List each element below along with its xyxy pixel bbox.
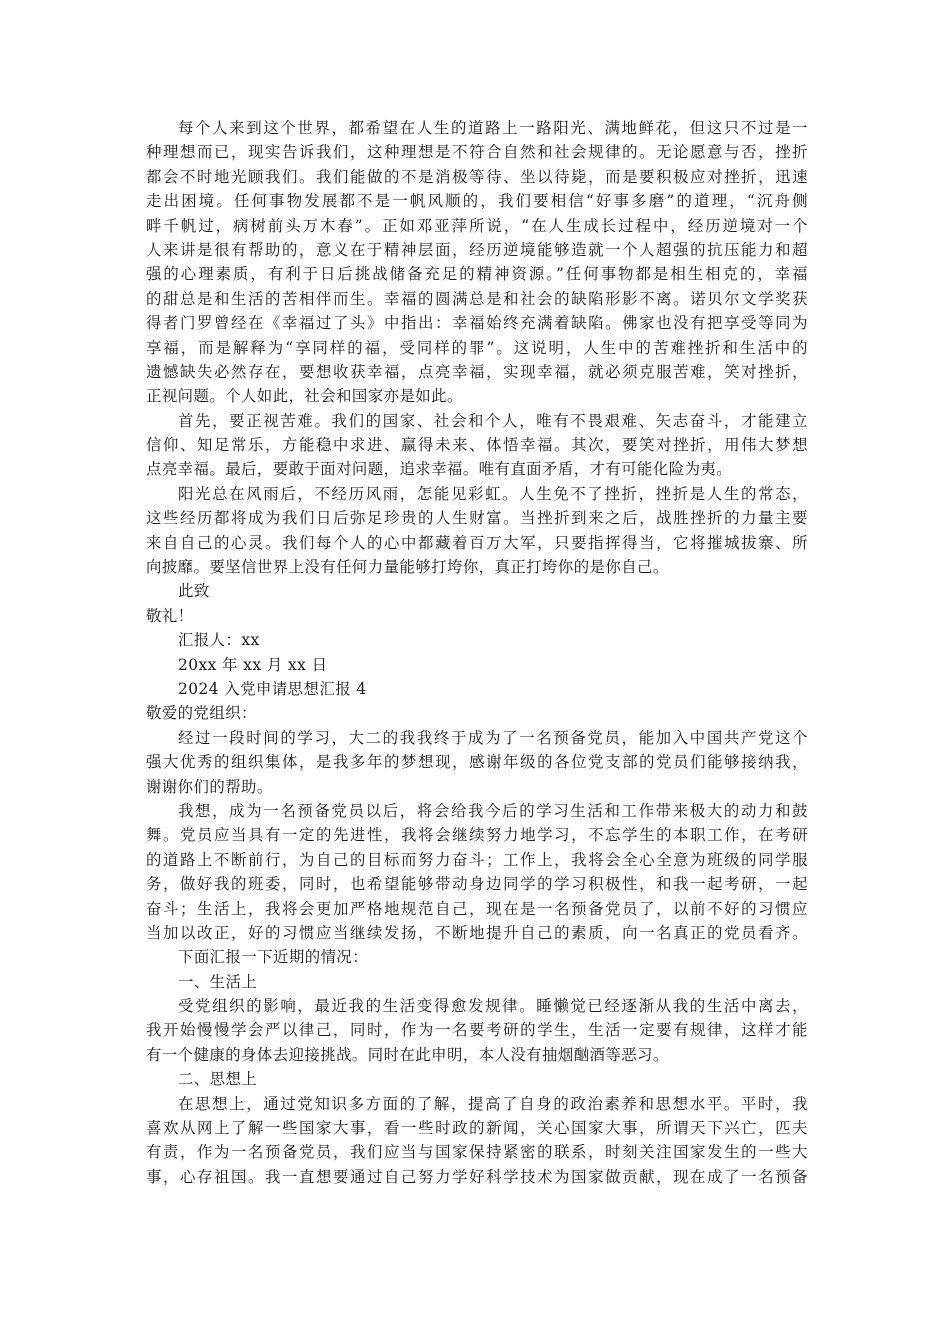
text-line: 阳光总在风雨后，不经历风雨，怎能见彩虹。人生免不了挫折，挫折是人生的常态， bbox=[178, 484, 808, 503]
text-line: 遗憾缺失必然存在，要想收获幸福，点亮幸福，实现幸福，就必须克服苦难，笑对挫折， bbox=[146, 362, 808, 381]
text-line: 20xx 年 xx 月 xx 日 bbox=[178, 655, 328, 674]
text-line: 在思想上，通过党知识多方面的了解，提高了自身的政治素养和思想水平。平时，我 bbox=[178, 1094, 808, 1113]
text-line: 人来讲是很有帮助的，意义在于精神层面，经历逆境能够造就一个人超强的抗压能力和超 bbox=[146, 240, 808, 259]
text-line: 我想，成为一名预备党员以后，将会给我今后的学习生活和工作带来极大的动力和鼓 bbox=[178, 801, 808, 820]
text-line: 来自自己的心灵。我们每个人的心中都藏着百万大军，只要指挥得当，它将摧城拔寨、所 bbox=[146, 533, 808, 552]
text-line: 我开始慢慢学会严以律己，同时，作为一名要考研的学生，生活一定要有规律，这样才能 bbox=[146, 1021, 808, 1040]
text-line: 强的心理素质，有利于日后挑战储备充足的精神资源。”任何事物都是相生相克的，幸福 bbox=[146, 265, 808, 284]
text-line: 二、思想上 bbox=[178, 1070, 258, 1089]
text-line: 下面汇报一下近期的情况： bbox=[178, 948, 369, 967]
text-line: 畔千帆过，病树前头万木春”。正如邓亚萍所说，“在人生成长过程中，经历逆境对一个 bbox=[146, 216, 808, 235]
text-line: 喜欢从网上了解一些国家大事，看一些时政的新闻，关心国家大事，所谓天下兴亡，匹夫 bbox=[146, 1119, 808, 1138]
text-line: 此致 bbox=[178, 582, 210, 601]
text-line: 经过一段时间的学习，大二的我我终于成为了一名预备党员，能加入中国共产党这个 bbox=[178, 728, 808, 747]
text-line: 的道路上不断前行，为自己的目标而努力奋斗；工作上，我将会全心全意为班级的同学服 bbox=[146, 850, 808, 869]
text-line: 汇报人：xx bbox=[178, 631, 260, 650]
text-line: 舞。党员应当具有一定的先进性，我将会继续努力地学习，不忘学生的本职工作，在考研 bbox=[146, 826, 808, 845]
text-line: 正视问题。个人如此，社会和国家亦是如此。 bbox=[146, 387, 463, 406]
text-line: 奋斗；生活上，我将会更加严格地规范自己，现在是一名预备党员了，以前不好的习惯应 bbox=[146, 899, 808, 918]
text-line: 务，做好我的班委，同时，也希望能够带动身边同学的学习积极性，和我一起考研，一起 bbox=[146, 875, 808, 894]
text-line: 敬爱的党组织： bbox=[146, 704, 257, 723]
text-line: 当加以改正，好的习惯应当继续发扬，不断地提升自己的素质，向一名真正的党员看齐。 bbox=[146, 923, 808, 942]
text-line: 的甜总是和生活的苦相伴而生。幸福的圆满总是和社会的缺陷形影不离。诺贝尔文学奖获 bbox=[146, 289, 808, 308]
text-line: 种理想而已，现实告诉我们，这种理想是不符合自然和社会规律的。无论愿意与否，挫折 bbox=[146, 143, 808, 162]
text-line: 一、生活上 bbox=[178, 972, 258, 991]
text-line: 都会不时地光顾我们。我们能做的不是消极等待、坐以待毙，而是要积极应对挫折，迅速 bbox=[146, 167, 808, 186]
text-line: 每个人来到这个世界，都希望在人生的道路上一路阳光、满地鲜花，但这只不过是一 bbox=[178, 119, 808, 137]
text-line: 2024 入党申请思想汇报 4 bbox=[178, 679, 367, 698]
text-line: 走出困境。任何事物发展都不是一帆风顺的，我们要相信“好事多磨”的道理，“沉舟侧 bbox=[146, 192, 808, 211]
text-line: 首先，要正视苦难。我们的国家、社会和个人，唯有不畏艰难、矢志奋斗，才能建立 bbox=[178, 411, 808, 430]
text-line: 向披靡。要坚信世界上没有任何力量能够打垮你，真正打垮你的是你自己。 bbox=[146, 558, 669, 577]
text-line: 得者门罗曾经在《幸福过了头》中指出：幸福始终充满着缺陷。佛家也没有把享受等同为 bbox=[146, 314, 808, 333]
text-line: 有责，作为一名预备党员，我们应当与国家保持紧密的联系，时刻关注国家发生的一些大 bbox=[146, 1143, 808, 1162]
text-line: 谢谢你们的帮助。 bbox=[146, 777, 273, 796]
text-line: 事，心存祖国。我一直想要通过自己努力学好科学技术为国家做贡献，现在成了一名预备 bbox=[146, 1167, 808, 1186]
document-body bbox=[146, 116, 808, 1189]
text-line: 有一个健康的身体去迎接挑战。同时在此申明，本人没有抽烟酗酒等恶习。 bbox=[146, 1045, 669, 1064]
text-line: 享福，而是解释为“享同样的福，受同样的罪”。这说明，人生中的苦难挫折和生活中的 bbox=[146, 338, 808, 357]
text-line: 受党组织的影响，最近我的生活变得愈发规律。睡懒觉已经逐渐从我的生活中离去， bbox=[178, 997, 808, 1016]
text-line: 点亮幸福。最后，要敢于面对问题，追求幸福。唯有直面矛盾，才有可能化险为夷。 bbox=[146, 460, 733, 479]
text-line: 敬礼！ bbox=[146, 606, 194, 625]
text-line: 信仰、知足常乐，方能稳中求进、赢得未来、体悟幸福。其次，要笑对挫折，用伟大梦想 bbox=[146, 436, 808, 455]
text-line: 这些经历都将成为我们日后弥足珍贵的人生财富。当挫折到来之后，战胜挫折的力量主要 bbox=[146, 509, 808, 528]
text-line: 强大优秀的组织集体，是我多年的梦想现，感谢年级的各位党支部的党员们能够接纳我， bbox=[146, 753, 808, 772]
